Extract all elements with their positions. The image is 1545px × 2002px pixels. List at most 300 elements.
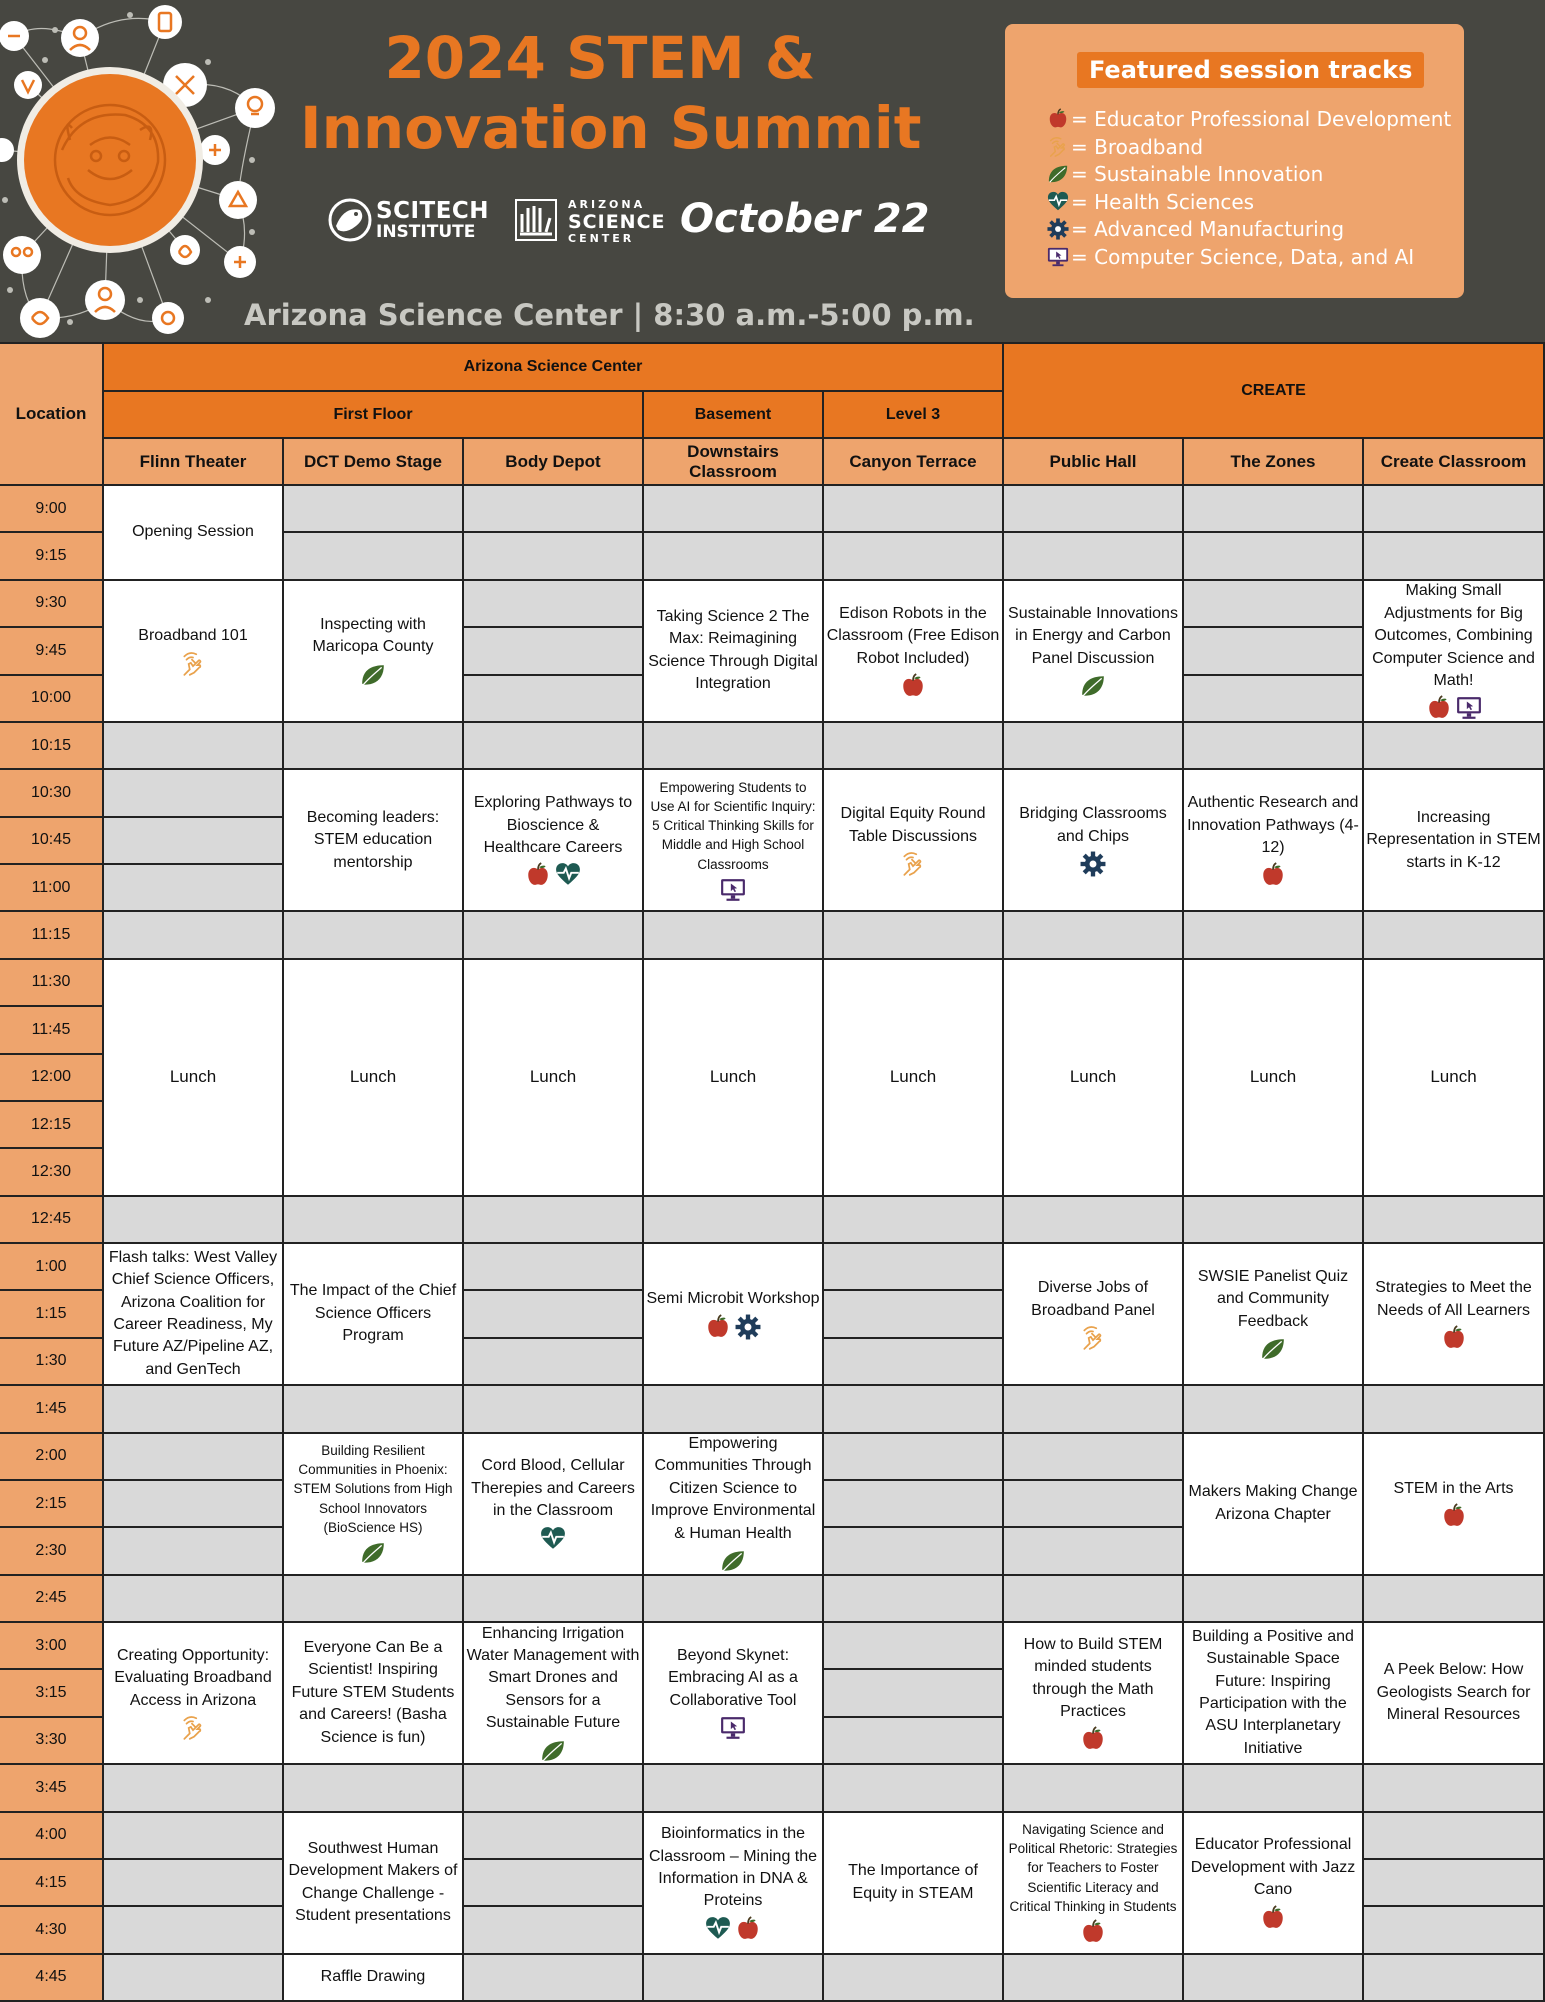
session-card xyxy=(284,1244,464,1386)
apple-icon xyxy=(1080,1726,1106,1752)
apple-icon xyxy=(1260,1905,1286,1931)
empty-slot xyxy=(1004,912,1184,959)
session-title: Building a Positive and Sustainable Space Future: Inspiring Participation with the ASU Interplanetary Initiative xyxy=(1192,1627,1354,1757)
session-title: Educator Professional Development with Jazz Cano xyxy=(1190,1836,1356,1899)
empty-slot xyxy=(104,1860,284,1907)
track-icons xyxy=(1080,851,1106,877)
empty-slot xyxy=(824,486,1004,533)
session-title: STEM in the Arts xyxy=(1393,1479,1514,1497)
empty-slot xyxy=(284,486,464,533)
leaf-icon xyxy=(720,1548,746,1574)
time-slot: 10:30 xyxy=(0,770,104,817)
track-icons xyxy=(720,1715,746,1741)
empty-slot xyxy=(284,1197,464,1244)
empty-slot xyxy=(1364,1860,1545,1907)
time-slot: 1:45 xyxy=(0,1386,104,1433)
group-header-create: CREATE xyxy=(1004,344,1545,439)
session-card xyxy=(1004,581,1184,723)
monitor-icon xyxy=(720,1715,746,1741)
session-title: Lunch xyxy=(1249,1067,1297,1087)
session-card xyxy=(644,1623,824,1765)
apple-icon xyxy=(1260,862,1286,888)
empty-slot xyxy=(104,1765,284,1812)
time-slot: 11:30 xyxy=(0,960,104,1007)
session-card xyxy=(104,581,284,723)
floor-header-level-3: Level 3 xyxy=(824,392,1004,439)
empty-slot xyxy=(104,1813,284,1860)
session-title: Edison Robots in the Classroom (Free Edison Robot Included) xyxy=(826,604,1000,667)
session-card xyxy=(284,1813,464,1955)
gear-icon xyxy=(1047,218,1069,240)
empty-slot xyxy=(1184,486,1364,533)
session-title: Southwest Human Development Makers of Change Challenge - Student presentations xyxy=(288,1839,458,1924)
session-title: Makers Making Change Arizona Chapter xyxy=(1188,1483,1358,1523)
session-card xyxy=(1004,770,1184,912)
session-title: Raffle Drawing xyxy=(320,1968,426,1986)
empty-slot xyxy=(104,912,284,959)
legend-label: = Educator Professional Development xyxy=(1071,107,1452,131)
session-title: Opening Session xyxy=(132,523,254,541)
session-title: Bioinformatics in the Classroom – Mining the Information in DNA & Proteins xyxy=(648,1825,818,1910)
session-title: Strategies to Meet the Needs of All Learners xyxy=(1375,1279,1532,1319)
empty-slot xyxy=(464,1955,644,2002)
empty-slot xyxy=(284,1386,464,1433)
empty-slot xyxy=(104,770,284,817)
track-icons xyxy=(540,1526,566,1552)
session-card xyxy=(1004,1244,1184,1386)
session-card xyxy=(104,1244,284,1386)
empty-slot xyxy=(1004,1481,1184,1528)
time-slot: 9:45 xyxy=(0,628,104,675)
empty-slot xyxy=(824,723,1004,770)
empty-slot xyxy=(104,1386,284,1433)
leaf-icon xyxy=(540,1738,566,1764)
empty-slot xyxy=(104,818,284,865)
empty-slot xyxy=(104,1528,284,1575)
empty-slot xyxy=(824,1244,1004,1291)
empty-slot xyxy=(104,1955,284,2002)
session-card xyxy=(1184,1434,1364,1576)
apple-icon xyxy=(1441,1503,1467,1529)
time-slot: 2:30 xyxy=(0,1528,104,1575)
summit-title-line2: Innovation Summit xyxy=(300,94,922,162)
session-card xyxy=(1184,1813,1364,1955)
session-card xyxy=(464,770,644,912)
floor-header-basement: Basement xyxy=(644,392,824,439)
track-icons xyxy=(525,862,581,888)
empty-slot xyxy=(464,628,644,675)
session-card xyxy=(284,581,464,723)
legend-label: = Sustainable Innovation xyxy=(1071,162,1324,187)
time-slot: 4:00 xyxy=(0,1813,104,1860)
empty-slot xyxy=(644,1197,824,1244)
session-title: Creating Opportunity: Evaluating Broadband Access in Arizona xyxy=(114,1646,272,1709)
legend-label: = Advanced Manufacturing xyxy=(1071,217,1345,242)
room-header: Flinn Theater xyxy=(104,439,284,486)
session-card xyxy=(644,770,824,912)
empty-slot xyxy=(1004,1197,1184,1244)
group-header-arizona-science-center: Arizona Science Center xyxy=(104,344,1004,392)
empty-slot xyxy=(1184,1576,1364,1623)
summit-title-line1: 2024 STEM & xyxy=(384,24,816,92)
empty-slot xyxy=(1364,1386,1545,1433)
time-slot: 1:30 xyxy=(0,1339,104,1386)
track-icons xyxy=(900,851,926,877)
session-title: Digital Equity Round Table Discussions xyxy=(840,805,986,845)
session-title: Cord Blood, Cellular Therepies and Careers in the Classroom xyxy=(471,1457,635,1520)
empty-slot xyxy=(1004,1434,1184,1481)
empty-slot xyxy=(1004,486,1184,533)
empty-slot xyxy=(464,486,644,533)
apple-icon xyxy=(1080,1919,1106,1945)
empty-slot xyxy=(824,1765,1004,1812)
track-icons xyxy=(1080,1919,1106,1945)
track-legend xyxy=(1005,24,1464,298)
apple-icon xyxy=(1426,695,1452,721)
empty-slot xyxy=(464,1860,644,1907)
apple-icon xyxy=(735,1916,761,1942)
empty-slot xyxy=(1184,1197,1364,1244)
session-title: Enhancing Irrigation Water Management with Smart Drones and Sensors for a Sustainable Future xyxy=(466,1624,640,1732)
session-card xyxy=(644,1813,824,1955)
scitech-lizard-icon xyxy=(326,196,374,244)
session-title: Building Resilient Communities in Phoenix: STEM Solutions from High School Innovators (BioScience HS) xyxy=(293,1443,453,1535)
empty-slot xyxy=(464,1244,644,1291)
lunch-block xyxy=(1004,960,1184,1197)
empty-slot xyxy=(1364,486,1545,533)
empty-slot xyxy=(464,1291,644,1338)
session-title: Everyone Can Be a Scientist! Inspiring Future STEM Students and Careers! (Basha Science is fun) xyxy=(291,1639,455,1746)
lunch-block xyxy=(1184,960,1364,1197)
track-icons xyxy=(1080,1726,1106,1752)
empty-slot xyxy=(1184,533,1364,580)
empty-slot xyxy=(644,1955,824,2002)
empty-slot xyxy=(464,1386,644,1433)
session-card xyxy=(644,581,824,723)
empty-slot xyxy=(464,676,644,723)
time-slot: 4:15 xyxy=(0,1860,104,1907)
empty-slot xyxy=(284,533,464,580)
session-card xyxy=(644,1244,824,1386)
session-card xyxy=(104,1623,284,1765)
arizona-science-center-logo xyxy=(512,192,666,248)
empty-slot xyxy=(464,1907,644,1954)
room-header: Create Classroom xyxy=(1364,439,1545,486)
empty-slot xyxy=(284,1765,464,1812)
track-icons xyxy=(180,651,206,677)
session-title: Lunch xyxy=(889,1067,937,1087)
session-card xyxy=(824,770,1004,912)
header-banner xyxy=(0,0,1545,342)
empty-slot xyxy=(464,1765,644,1812)
empty-slot xyxy=(1364,1955,1545,2002)
empty-slot xyxy=(824,1955,1004,2002)
session-card xyxy=(1004,1623,1184,1765)
empty-slot xyxy=(1184,1386,1364,1433)
time-slot: 3:45 xyxy=(0,1765,104,1812)
session-card xyxy=(824,581,1004,723)
time-slot: 12:00 xyxy=(0,1055,104,1102)
time-slot: 9:00 xyxy=(0,486,104,533)
session-card xyxy=(284,1623,464,1765)
empty-slot xyxy=(1004,1765,1184,1812)
track-icons xyxy=(360,1540,386,1566)
empty-slot xyxy=(464,723,644,770)
empty-slot xyxy=(1364,1907,1545,1954)
asc-logo-text2: SCIENCE xyxy=(568,211,666,233)
time-slot: 12:45 xyxy=(0,1197,104,1244)
heart-pulse-icon xyxy=(555,862,581,888)
broadband-hand-icon xyxy=(900,851,926,877)
empty-slot xyxy=(1004,533,1184,580)
monitor-icon xyxy=(1047,246,1069,268)
leaf-icon xyxy=(1080,673,1106,699)
session-card xyxy=(1184,770,1364,912)
empty-slot xyxy=(644,486,824,533)
lunch-block xyxy=(824,960,1004,1197)
lunch-block xyxy=(284,960,464,1197)
legend-row-heart-pulse xyxy=(1047,189,1254,215)
empty-slot xyxy=(824,1434,1004,1481)
empty-slot xyxy=(824,1718,1004,1765)
session-card xyxy=(644,1434,824,1576)
legend-row-gear xyxy=(1047,216,1344,242)
legend-row-broadband-hand xyxy=(1047,134,1203,160)
time-slot: 11:15 xyxy=(0,912,104,959)
track-icons xyxy=(1260,1905,1286,1931)
empty-slot xyxy=(104,1434,284,1481)
session-title: Lunch xyxy=(529,1067,577,1087)
room-header: DCT Demo Stage xyxy=(284,439,464,486)
empty-slot xyxy=(1004,723,1184,770)
scitech-logo-text2: INSTITUTE xyxy=(376,222,476,242)
session-title: Semi Microbit Workshop xyxy=(646,1290,820,1308)
time-slot: 10:15 xyxy=(0,723,104,770)
apple-icon xyxy=(1441,1325,1467,1351)
session-title: Taking Science 2 The Max: Reimagining Science Through Digital Integration xyxy=(648,608,818,693)
session-card xyxy=(1364,1434,1545,1576)
session-title: Empowering Communities Through Citizen Science to Improve Environmental & Human Health xyxy=(650,1435,816,1542)
empty-slot xyxy=(1184,1765,1364,1812)
empty-slot xyxy=(1184,723,1364,770)
session-title: Increasing Representation in STEM starts in K-12 xyxy=(1366,808,1541,871)
empty-slot xyxy=(824,533,1004,580)
legend-label: = Computer Science, Data, and AI xyxy=(1071,245,1415,269)
leaf-icon xyxy=(360,662,386,688)
venue-time: Arizona Science Center | 8:30 a.m.-5:00 p.m. xyxy=(244,298,975,332)
broadband-hand-icon xyxy=(1047,136,1069,158)
leaf-icon xyxy=(1260,1336,1286,1362)
track-icons xyxy=(1080,673,1106,699)
empty-slot xyxy=(464,533,644,580)
session-card xyxy=(1004,1813,1184,1955)
time-slot: 3:15 xyxy=(0,1670,104,1717)
session-title: The Importance of Equity in STEAM xyxy=(848,1862,978,1902)
time-slot: 11:45 xyxy=(0,1007,104,1054)
empty-slot xyxy=(104,1481,284,1528)
empty-slot xyxy=(284,1576,464,1623)
legend-label: = Broadband xyxy=(1071,134,1204,159)
empty-slot xyxy=(464,1339,644,1386)
empty-slot xyxy=(1184,628,1364,675)
session-card xyxy=(284,1434,464,1576)
legend-row-apple xyxy=(1047,106,1451,132)
monitor-icon xyxy=(1456,695,1482,721)
session-card xyxy=(284,770,464,912)
empty-slot xyxy=(644,1386,824,1433)
track-icons xyxy=(180,1715,206,1741)
session-card xyxy=(464,1434,644,1576)
time-slot: 1:00 xyxy=(0,1244,104,1291)
empty-slot xyxy=(1184,1955,1364,2002)
asc-logo-text1: ARIZONA xyxy=(568,198,646,211)
session-title: How to Build STEM minded students through the Math Practices xyxy=(1023,1635,1163,1720)
room-header: Body Depot xyxy=(464,439,644,486)
legend-title: Featured session tracks xyxy=(1077,52,1424,88)
empty-slot xyxy=(644,1576,824,1623)
session-title: Empowering Students to Use AI for Scientific Inquiry: 5 Critical Thinking Skills for Middle and High School Classrooms xyxy=(650,779,816,872)
track-icons xyxy=(1260,862,1286,888)
stem-network-graphic xyxy=(0,0,300,342)
empty-slot xyxy=(1364,1765,1545,1812)
floor-header-first-floor: First Floor xyxy=(104,392,644,439)
empty-slot xyxy=(104,723,284,770)
empty-slot xyxy=(1184,912,1364,959)
asc-hand-icon xyxy=(512,196,560,244)
empty-slot xyxy=(644,912,824,959)
empty-slot xyxy=(824,1197,1004,1244)
asc-logo-text3: CENTER xyxy=(568,232,635,245)
session-title: The Impact of the Chief Science Officers Program xyxy=(289,1282,457,1345)
lunch-block xyxy=(1364,960,1545,1197)
session-title: Making Small Adjustments for Big Outcomes, Combining Computer Science and Math! xyxy=(1372,582,1535,689)
session-title: Inspecting with Maricopa County xyxy=(312,615,434,656)
empty-slot xyxy=(464,1576,644,1623)
broadband-hand-icon xyxy=(1080,1325,1106,1351)
empty-slot xyxy=(1004,1528,1184,1575)
session-title: Lunch xyxy=(169,1067,217,1087)
time-slot: 10:45 xyxy=(0,818,104,865)
legend-row-leaf xyxy=(1047,161,1323,187)
session-title: Beyond Skynet: Embracing AI as a Collaborative Tool xyxy=(668,1646,798,1709)
track-icons xyxy=(900,673,926,699)
empty-slot xyxy=(1364,912,1545,959)
session-title: Broadband 101 xyxy=(138,627,248,645)
leaf-icon xyxy=(1047,163,1069,185)
empty-slot xyxy=(644,1765,824,1812)
empty-slot xyxy=(1184,581,1364,628)
time-slot: 10:00 xyxy=(0,676,104,723)
empty-slot xyxy=(644,723,824,770)
apple-icon xyxy=(1047,108,1069,130)
empty-slot xyxy=(284,723,464,770)
empty-slot xyxy=(104,1197,284,1244)
time-slot: 4:30 xyxy=(0,1907,104,1954)
empty-slot xyxy=(1184,676,1364,723)
leaf-icon xyxy=(360,1540,386,1566)
empty-slot xyxy=(824,1339,1004,1386)
legend-row-monitor xyxy=(1047,244,1414,270)
monitor-icon xyxy=(720,877,746,903)
schedule-table xyxy=(0,342,1545,2000)
room-header: Canyon Terrace xyxy=(824,439,1004,486)
empty-slot xyxy=(824,1481,1004,1528)
apple-icon xyxy=(525,862,551,888)
track-icons xyxy=(705,1916,761,1942)
empty-slot xyxy=(824,1576,1004,1623)
session-card xyxy=(1364,770,1545,912)
heart-pulse-icon xyxy=(705,1916,731,1942)
session-title: A Peek Below: How Geologists Search for Mineral Resources xyxy=(1376,1661,1531,1724)
session-card xyxy=(104,486,284,581)
empty-slot xyxy=(1004,1955,1184,2002)
empty-slot xyxy=(1364,1576,1545,1623)
empty-slot xyxy=(1004,1576,1184,1623)
empty-slot xyxy=(1004,1386,1184,1433)
time-slot: 4:45 xyxy=(0,1955,104,2002)
empty-slot xyxy=(1364,1813,1545,1860)
track-icons xyxy=(1441,1503,1467,1529)
session-title: Lunch xyxy=(709,1067,757,1087)
empty-slot xyxy=(464,581,644,628)
broadband-hand-icon xyxy=(180,651,206,677)
scitech-institute-logo xyxy=(326,192,490,248)
gear-icon xyxy=(735,1314,761,1340)
session-card xyxy=(1184,1244,1364,1386)
session-card xyxy=(464,1623,644,1765)
empty-slot xyxy=(824,1528,1004,1575)
time-slot: 3:30 xyxy=(0,1718,104,1765)
apple-icon xyxy=(705,1314,731,1340)
lunch-block xyxy=(104,960,284,1197)
session-card xyxy=(824,1813,1004,1955)
empty-slot xyxy=(1364,1197,1545,1244)
session-card xyxy=(1364,1623,1545,1765)
session-title: SWSIE Panelist Quiz and Community Feedback xyxy=(1197,1267,1349,1330)
track-icons xyxy=(1426,695,1482,721)
gear-icon xyxy=(1080,851,1106,877)
session-title: Bridging Classrooms and Chips xyxy=(1019,805,1167,845)
time-slot: 11:00 xyxy=(0,865,104,912)
time-slot: 9:30 xyxy=(0,581,104,628)
empty-slot xyxy=(464,1197,644,1244)
legend-label: = Health Sciences xyxy=(1071,189,1255,214)
track-icons xyxy=(720,877,746,903)
empty-slot xyxy=(284,912,464,959)
session-title: Lunch xyxy=(1430,1067,1477,1087)
session-title: Navigating Science and Political Rhetoric: Strategies for Teachers to Foster Scientific Literacy and Critical Thinking in Students xyxy=(1008,1822,1178,1914)
empty-slot xyxy=(824,912,1004,959)
lunch-block xyxy=(464,960,644,1197)
time-slot: 12:30 xyxy=(0,1149,104,1196)
track-icons xyxy=(1260,1336,1286,1362)
empty-slot xyxy=(1364,723,1545,770)
empty-slot xyxy=(104,1576,284,1623)
session-title: Becoming leaders: STEM education mentorship xyxy=(306,808,440,871)
time-slot: 9:15 xyxy=(0,533,104,580)
track-icons xyxy=(705,1314,761,1340)
session-title: Exploring Pathways to Bioscience & Healthcare Careers xyxy=(473,794,633,856)
scitech-logo-text1: SCITECH xyxy=(376,198,490,224)
empty-slot xyxy=(464,912,644,959)
time-slot: 2:45 xyxy=(0,1576,104,1623)
session-title: Sustainable Innovations in Energy and Carbon Panel Discussion xyxy=(1008,604,1178,667)
session-card xyxy=(284,1955,464,2002)
time-slot: 2:00 xyxy=(0,1434,104,1481)
heart-pulse-icon xyxy=(1047,191,1069,213)
session-title: Authentic Research and Innovation Pathways (4-12) xyxy=(1187,794,1359,856)
room-header: The Zones xyxy=(1184,439,1364,486)
